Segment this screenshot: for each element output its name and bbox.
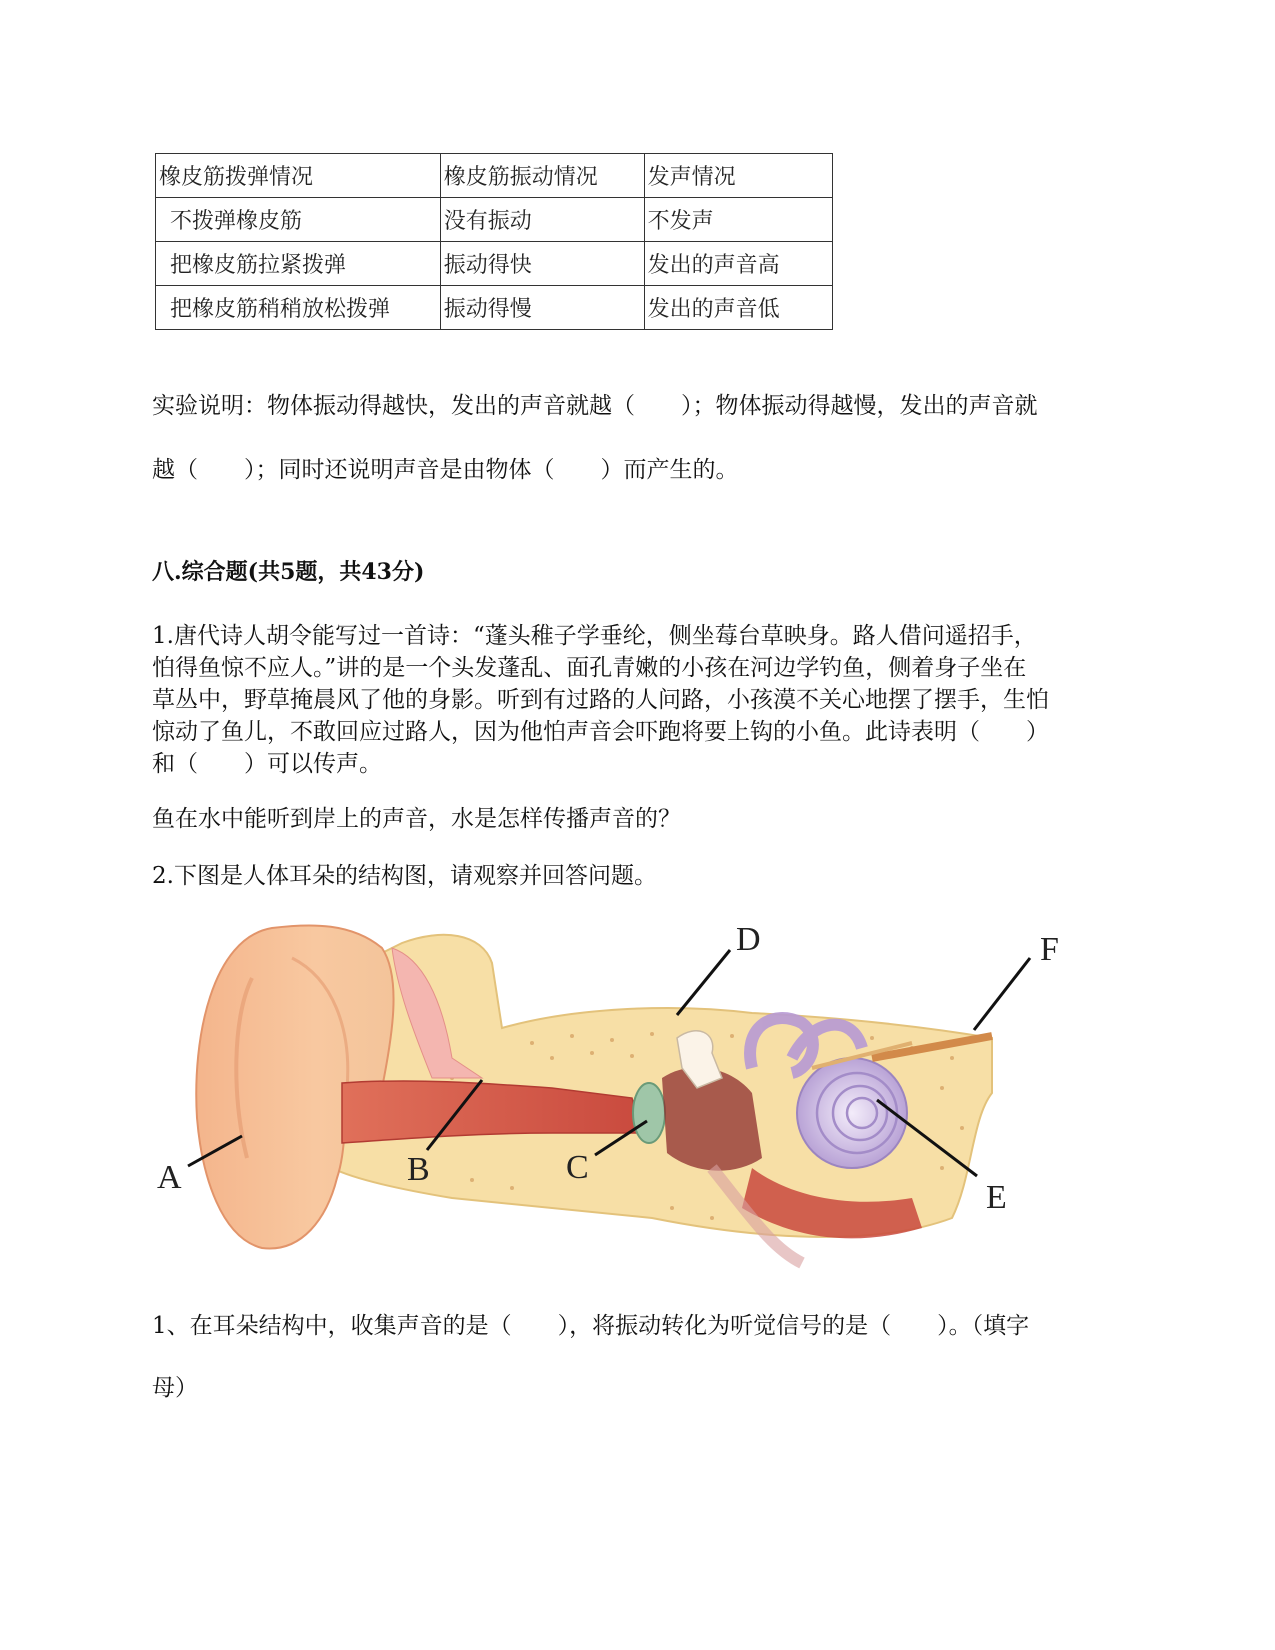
table-cell: 把橡皮筋拉紧拨弹 [156,242,441,286]
label-c: C [566,1149,589,1186]
table-cell: 振动得快 [440,242,644,286]
q2-intro: 2.下图是人体耳朵的结构图，请观察并回答问题。 [152,863,657,889]
table-row [156,286,833,330]
table-cell: 把橡皮筋稍稍放松拨弹 [156,286,441,330]
label-d: D [736,921,761,958]
q1-line: 惊动了鱼儿，不敢回应过路人，因为他怕声音会吓跑将要上钩的小鱼。此诗表明（ ） [152,719,1049,745]
label-f: F [1040,931,1059,968]
label-e: E [986,1179,1007,1216]
table-cell: 发出的声音高 [644,242,832,286]
table-cell: 不拨弹橡皮筋 [156,198,441,242]
table-header-row [156,154,833,198]
table-cell: 不发声 [644,198,832,242]
table-header-cell: 橡皮筋拨弹情况 [156,154,441,198]
table-row [156,198,833,242]
q1-line: 1.唐代诗人胡令能写过一首诗：“蓬头稚子学垂纶，侧坐莓台草映身。路人借问遥招手， [152,623,1037,649]
table-cell: 没有振动 [440,198,644,242]
experiment-table [155,153,833,330]
experiment-note-line-1: 实验说明：物体振动得越快，发出的声音就越（ ）；物体振动得越慢，发出的声音就 [152,393,1038,419]
label-b: B [407,1151,430,1188]
experiment-note-line-2: 越（ ）；同时还说明声音是由物体（ ）而产生的。 [152,457,739,483]
eardrum [633,1083,665,1143]
q1-followup: 鱼在水中能听到岸上的声音，水是怎样传播声音的？ [152,806,681,832]
section-heading: 八.综合题(共5题，共43分) [152,559,425,585]
table-row [156,242,833,286]
label-a: A [157,1159,182,1196]
table-cell: 发出的声音低 [644,286,832,330]
table-header-cell: 橡皮筋振动情况 [440,154,644,198]
q2-sub1-line-1: 1、在耳朵结构中，收集声音的是（ ），将振动转化为听觉信号的是（ ）。（填字 [152,1313,1030,1339]
table-header-cell: 发声情况 [644,154,832,198]
q2-sub1-line-2: 母） [152,1375,198,1401]
q1-line: 怕得鱼惊不应人。”讲的是一个头发蓬乱、面孔青嫩的小孩在河边学钓鱼，侧着身子坐在 [152,655,1027,681]
table-cell: 振动得慢 [440,286,644,330]
q1-line: 和（ ）可以传声。 [152,751,382,777]
ear-structure-diagram [152,918,1132,1298]
q1-line: 草丛中，野草掩晨风了他的身影。听到有过路的人问路，小孩漠不关心地摆了摆手，生怕 [152,687,1049,713]
